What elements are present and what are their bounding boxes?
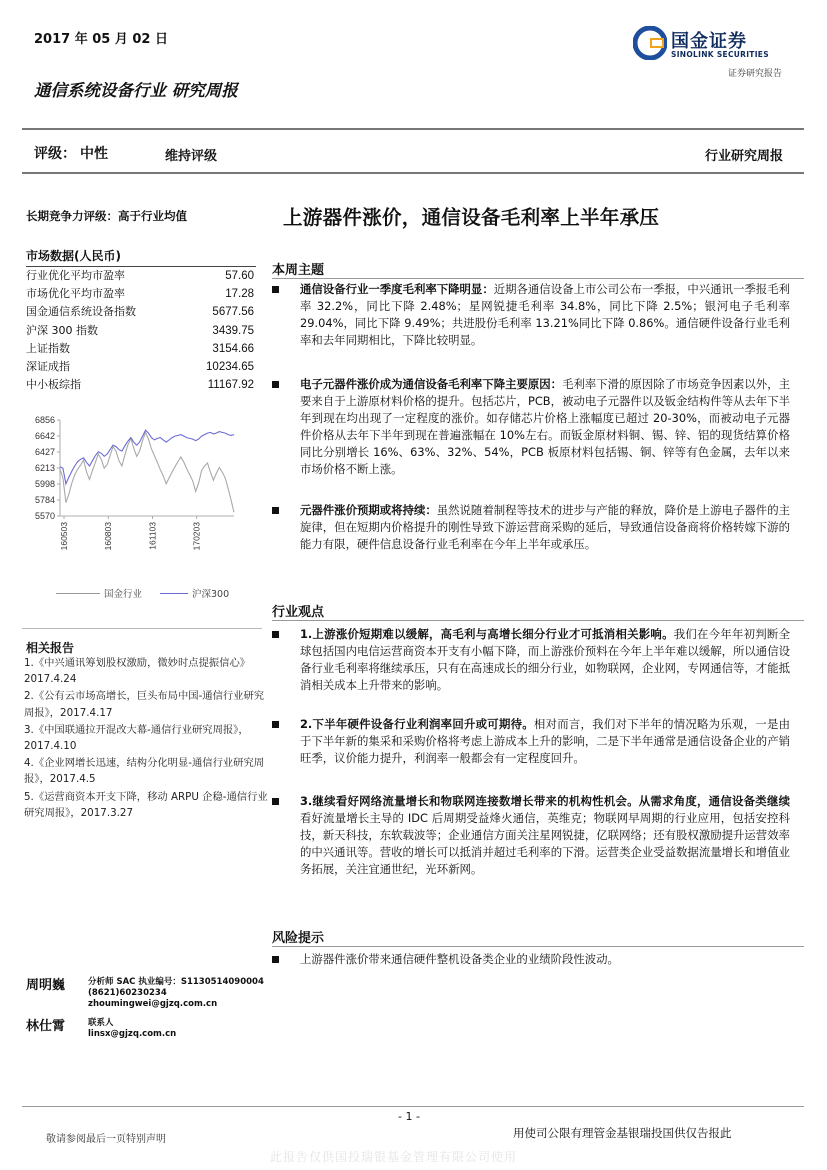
bullet-text: 相对而言，我们对下半年的情况略为乐观，一是由于下半年新的集采和采购价格将考虑上游成本上升的影响，二是下半年通常是通信设备企业的产销旺季，议价能力提升，利润率一般都会有一定程度回升。 xyxy=(300,717,790,765)
theme-section-title: 本周主题 xyxy=(272,263,325,278)
brand-name-en: SINOLINK SECURITIES xyxy=(671,50,769,59)
sinolink-logo-icon xyxy=(633,26,667,60)
market-value: 17.28 xyxy=(225,288,254,301)
bullet-text: 虽然说随着制程等技术的进步与产能的释放，降价是上游电子器件的主旋律，但在短期内价格提升的刚性导致下游运营商采购的延后，导致通信设备商将价格转嫁下游的能力有限，硬件信息设备行业毛利率在今年上半年或承压。 xyxy=(300,503,790,551)
brand-subtitle: 证券研究报告 xyxy=(728,69,783,79)
market-label: 上证指数 xyxy=(26,341,70,355)
x-tick-label: 160803 xyxy=(103,522,114,551)
brand-name-cn: 国金证券 xyxy=(671,31,747,52)
x-tick-label: 161103 xyxy=(147,522,158,550)
author-role: 联系人 xyxy=(88,1018,114,1028)
footer-reversed-text: 用使司公限有理管金基银瑞投国供仅告报此 xyxy=(513,1126,732,1140)
author-name: 林仕霄 xyxy=(26,1019,66,1034)
market-label: 深证成指 xyxy=(26,359,70,373)
bullet-icon xyxy=(272,721,279,728)
related-report-item[interactable]: 5.《运营商资本开支下降，移动 ARPU 企稳-通信行业研究周报》，2017.3.27 xyxy=(24,790,268,819)
author-info xyxy=(88,1018,176,1040)
bullet-lead: 3.继续看好网络流量增长和物联网连接数增长带来的机构性机会。从需求角度，通信设备类继续 xyxy=(300,794,790,808)
legend-swatch-hs300 xyxy=(160,593,188,594)
market-row xyxy=(26,340,256,358)
theme-section-line xyxy=(272,278,804,279)
x-tick-label: 160503 xyxy=(59,522,69,551)
related-report-item[interactable]: 2.《公有云市场高增长，巨头布局中国-通信行业研究周报》，2017.4.17 xyxy=(24,690,265,719)
author-phone: (8621)60230234 xyxy=(88,988,167,998)
market-row xyxy=(26,267,256,285)
series-line-hs300 xyxy=(60,430,234,484)
related-report-item[interactable]: 1.《中兴通讯筹划股权激励，微妙时点提振信心》 2017.4.24 xyxy=(24,657,251,686)
report-type: 行业研究周报 xyxy=(704,149,783,164)
view-bullet xyxy=(272,793,790,878)
author-email[interactable]: linsx@gjzq.com.cn xyxy=(88,1029,177,1039)
view-bullet xyxy=(272,626,790,694)
legend-label-hs300: 沪深300 xyxy=(192,589,230,600)
market-row xyxy=(26,303,256,321)
bullet-text: 毛利率下滑的原因除了市场竞争因素以外，主要来自于上游原材料价格的提升。包括芯片，PCB，被动电子元器件以及钣金结构件等从去年下半年到现在均出现了一定程度的涨价。如存储芯片价格上涨幅度已超过 20-30%，而被动电子元器件价格从去年下半年到现在普遍涨幅在 10%左右。而钣金原材料铜、锡、锌、铝的现货结算价格同比分别增长 16%、63%、32%、54%，PCB 板原材料包括锡、铜、锌等有色金属，去年以来市场价格不断上涨。 xyxy=(300,377,790,476)
rating-value: 中性 xyxy=(80,146,108,162)
footer-divider xyxy=(22,1106,804,1107)
author-sac: 分析师 SAC 执业编号：S1130514090004 xyxy=(88,977,264,987)
view-section-title: 行业观点 xyxy=(272,605,325,620)
related-reports-title: 相关报告 xyxy=(26,641,75,655)
maintain-rating: 维持评级 xyxy=(165,149,218,164)
market-data-title: 市场数据(人民币) xyxy=(26,249,121,263)
report-date: 2017 年 05 月 02 日 xyxy=(34,32,168,47)
market-row xyxy=(26,358,256,376)
market-label: 沪深 300 指数 xyxy=(26,323,98,337)
risk-bullet xyxy=(272,951,790,968)
bullet-lead: 电子元器件涨价成为通信设备毛利率下降主要原因： xyxy=(300,377,563,391)
side-divider xyxy=(22,628,262,629)
related-reports-list xyxy=(24,655,269,822)
market-row xyxy=(26,376,256,394)
longterm-rating: 长期竞争力评级：高于行业均值 xyxy=(26,209,187,223)
risk-section-title: 风险提示 xyxy=(272,931,325,946)
y-tick-label: 6856 xyxy=(34,415,55,425)
market-label: 中小板综指 xyxy=(26,378,81,392)
market-data-table xyxy=(26,266,256,394)
document-title: 通信系统设备行业 研究周报 xyxy=(34,81,238,100)
market-value: 3439.75 xyxy=(212,324,254,337)
header-divider xyxy=(22,128,804,130)
author-name: 周明巍 xyxy=(26,978,66,993)
market-row xyxy=(26,285,256,303)
y-tick-label: 6642 xyxy=(34,430,55,441)
index-line-chart xyxy=(22,410,262,600)
y-tick-label: 5784 xyxy=(34,495,55,506)
author-info xyxy=(88,977,264,1010)
rating xyxy=(34,143,108,163)
footer-disclaimer: 敬请参阅最后一页特别声明 xyxy=(46,1134,166,1145)
bullet-text: 近期各通信设备上市公司公布一季报，中兴通讯一季报毛利率 32.2%，同比下降 2.48%；星网锐捷毛利率 34.8%，同比下降 2.5%；银河电子毛利率 29.04%，同比下降 9.49%；共进股份毛利率 13.21%同比下降 0.86%。通信硬件设备行业毛利率和去年同期相比，下降比较明显。 xyxy=(300,282,790,347)
x-tick-label: 170203 xyxy=(191,522,202,551)
market-value: 3154.66 xyxy=(212,342,254,355)
rating-divider xyxy=(22,172,804,174)
bullet-icon xyxy=(272,381,279,388)
series-line-industry xyxy=(60,432,234,512)
y-tick-label: 5570 xyxy=(34,511,55,521)
theme-bullet xyxy=(272,502,790,553)
market-label: 行业优化平均市盈率 xyxy=(26,269,125,282)
y-tick-label: 6427 xyxy=(34,447,55,458)
headline: 上游器件涨价，通信设备毛利率上半年承压 xyxy=(283,206,660,229)
bullet-icon xyxy=(272,798,279,805)
bullet-icon xyxy=(272,631,279,638)
risk-section-line xyxy=(272,946,804,947)
legend-swatch-industry xyxy=(56,593,100,594)
bullet-lead: 1.上游涨价短期难以缓解，高毛利与高增长细分行业才可抵消相关影响。 xyxy=(300,627,674,641)
y-tick-label: 5998 xyxy=(34,479,55,490)
market-value: 5677.56 xyxy=(212,306,254,319)
chart-legend xyxy=(56,586,229,600)
bullet-lead: 通信设备行业一季度毛利率下降明显： xyxy=(300,282,494,296)
page-number: - 1 - xyxy=(398,1110,420,1123)
view-section-line xyxy=(272,620,804,621)
y-tick-label: 6213 xyxy=(34,463,55,473)
market-label: 市场优化平均市盈率 xyxy=(26,287,125,301)
bullet-icon xyxy=(272,956,279,963)
view-bullet xyxy=(272,716,790,767)
legend-label-industry: 国金行业 xyxy=(104,589,143,600)
author-email[interactable]: zhoumingwei@gjzq.com.cn xyxy=(88,999,218,1009)
bullet-lead: 2.下半年硬件设备行业利润率回升或可期待。 xyxy=(300,717,534,731)
bullet-text: 看好流量增长主导的 IDC 后周期受益烽火通信，英维克；物联网早周期的行业应用，包括安控科技，新天科技，东软载波等；企业通信方面关注星网锐捷，亿联网络；还有股权激励提升运营效率的中兴通讯等。营收的增长可以抵消并超过毛利率的下滑。运营类企业受益数据流量增长和增值业务拓展，关注宜通世纪，光环新网。 xyxy=(300,811,790,876)
related-report-item[interactable]: 3.《中国联通拉开混改大幕-通信行业研究周报》，2017.4.10 xyxy=(24,723,249,753)
watermark: 此报告仅供国投瑞银基金管理有限公司使用 xyxy=(270,1150,518,1164)
bullet-lead: 元器件涨价预期或将持续： xyxy=(300,503,437,517)
theme-bullet xyxy=(272,281,790,349)
market-label: 国金通信系统设备指数 xyxy=(26,305,136,319)
bullet-icon xyxy=(272,507,279,514)
bullet-text: 我们在今年年初判断全球包括国内电信运营商资本开支有小幅下降，而上游涨价预料在今年上半年难以缓解，所以通信设备行业毛利率将继续承压，只有在高速成长的细分行业，如物联网，企业网，专网通信等，才能抵消相关成本上升带来的影响。 xyxy=(300,627,790,692)
theme-bullet xyxy=(272,376,790,478)
bullet-text: 上游器件涨价带来通信硬件整机设备类企业的业绩阶段性波动。 xyxy=(300,952,619,966)
market-value: 10234.65 xyxy=(206,360,254,373)
bullet-icon xyxy=(272,286,279,293)
market-value: 57.60 xyxy=(225,270,254,282)
rating-label: 评级： xyxy=(34,146,76,162)
market-row xyxy=(26,322,256,340)
related-report-item[interactable]: 4.《企业网增长迅速，结构分化明显-通信行业研究周报》，2017.4.5 xyxy=(24,757,265,786)
market-value: 11167.92 xyxy=(207,379,254,392)
